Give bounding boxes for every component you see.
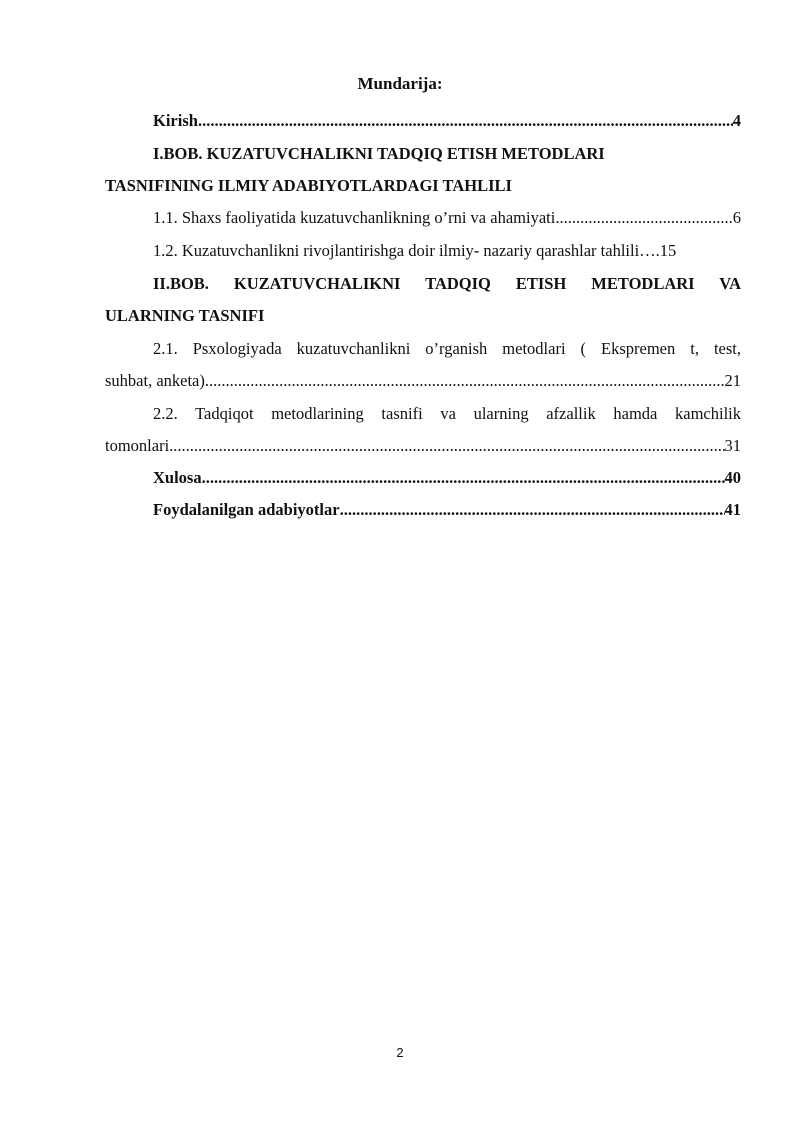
toc-entry-2-1-line1[interactable]: 2.1. Psxologiyada kuzatuvchanlikni o’rganish metodlari ( Ekspremen t, test, — [153, 339, 741, 358]
dot-leader — [205, 370, 725, 392]
dot-leader — [198, 110, 733, 132]
toc-entry-label: Xulosa — [153, 468, 202, 487]
toc-entry-label: 1.1. Shaxs faoliyatida kuzatuvchanlikning o’rni va ahamiyati — [153, 208, 556, 227]
toc-entry-page: 4 — [732, 111, 741, 130]
toc-entry-leader: …. — [639, 241, 660, 260]
toc-entry-2-2-line1[interactable]: 2.2. Tadqiqot metodlarining tasnifi va ularning afzallik hamda kamchilik — [153, 404, 741, 423]
toc-entry-kirish[interactable] — [153, 110, 741, 132]
toc-entry-1-2[interactable] — [153, 240, 741, 262]
toc-entry-page: 40 — [724, 468, 741, 487]
toc-entry-xulosa[interactable] — [153, 467, 741, 489]
toc-chapter-1-heading-cont[interactable]: TASNIFINING ILMIY ADABIYOTLARDAGI TAHLILI — [105, 176, 512, 195]
dot-leader — [202, 467, 725, 489]
toc-entry-label: Foydalanilgan adabiyotlar — [153, 500, 340, 519]
dot-leader — [555, 207, 732, 229]
page-number: 2 — [396, 1045, 404, 1060]
toc-entry-references[interactable] — [153, 499, 741, 521]
toc-entry-label: tomonlari — [105, 436, 170, 455]
toc-entry-2-2[interactable] — [105, 435, 741, 457]
toc-entry-page: 41 — [724, 500, 741, 519]
dot-leader — [340, 499, 725, 521]
toc-entry-page: 15 — [659, 241, 677, 260]
toc-entry-label: suhbat, anketa) — [105, 371, 205, 390]
toc-entry-page: 6 — [732, 208, 741, 227]
toc-entry-label: 1.2. Kuzatuvchanlikni rivojlantirishga doir ilmiy- nazariy qarashlar tahlili — [153, 241, 640, 260]
toc-entry-page: 21 — [724, 371, 741, 390]
toc-title: Mundarija: — [357, 74, 443, 93]
toc-chapter-2-heading[interactable]: II.BOB. KUZATUVCHALIKNI TADQIQ ETISH METODLARI VA — [153, 274, 741, 293]
toc-entry-label: Kirish — [153, 111, 198, 130]
toc-entry-1-1[interactable] — [153, 207, 741, 229]
toc-entry-2-1[interactable] — [105, 370, 741, 392]
toc-entry-page: 31 — [724, 436, 741, 455]
dot-leader — [169, 435, 724, 457]
toc-chapter-1-heading[interactable]: I.BOB. KUZATUVCHALIKNI TADQIQ ETISH METODLARI — [153, 144, 605, 163]
toc-chapter-2-heading-cont[interactable]: ULARNING TASNIFI — [105, 306, 265, 325]
